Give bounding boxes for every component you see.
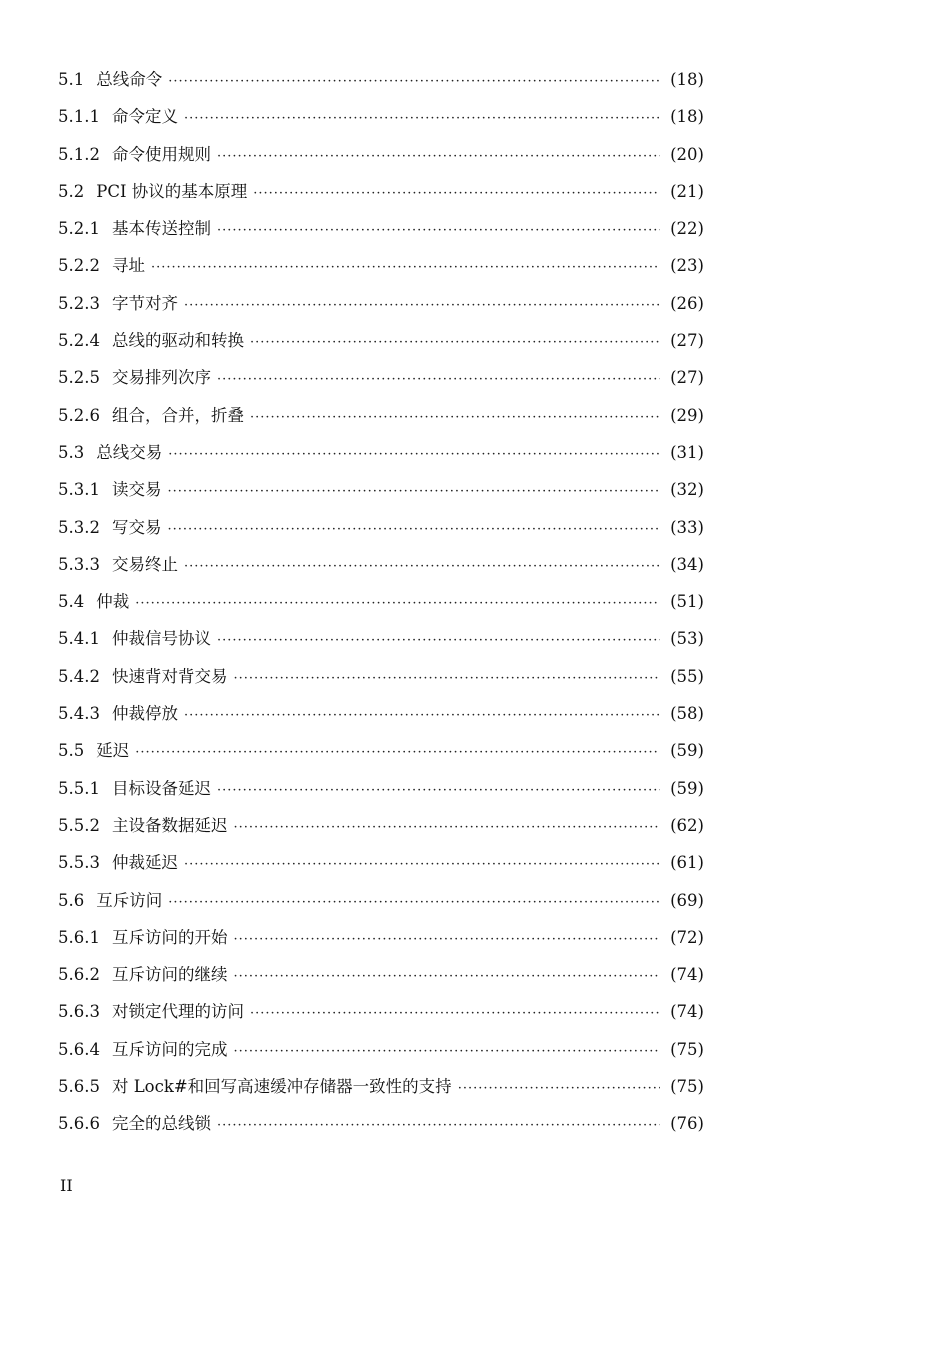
toc-entry bbox=[58, 737, 704, 774]
page-reference: (72) bbox=[670, 927, 704, 947]
section-number: 5.6.6 bbox=[58, 1114, 100, 1134]
section-number: 5.2.5 bbox=[58, 368, 100, 388]
section-title: 写交易 bbox=[111, 517, 162, 537]
section-title: 总线交易 bbox=[96, 442, 163, 462]
page-reference: (58) bbox=[670, 704, 704, 724]
section-number: 5.4.2 bbox=[58, 666, 100, 686]
toc-entry bbox=[58, 588, 704, 625]
section-title: 互斥访问的完成 bbox=[111, 1039, 228, 1059]
toc-entry bbox=[58, 514, 704, 551]
toc-entry bbox=[58, 178, 704, 215]
page-reference: (53) bbox=[670, 629, 704, 649]
leader-dots bbox=[168, 895, 660, 910]
section-title: 交易排列次序 bbox=[111, 368, 211, 388]
section-title: 延迟 bbox=[96, 741, 130, 761]
leader-dots bbox=[217, 223, 660, 238]
toc-entry bbox=[58, 551, 704, 588]
leader-dots bbox=[233, 820, 660, 835]
leader-dots bbox=[168, 74, 660, 89]
page-reference: (29) bbox=[670, 405, 704, 425]
leader-dots bbox=[151, 260, 660, 275]
page-reference: (20) bbox=[670, 144, 704, 164]
section-number: 5.1.2 bbox=[58, 144, 100, 164]
section-title: 交易终止 bbox=[111, 554, 178, 574]
page-reference: (75) bbox=[670, 1039, 704, 1059]
section-number: 5.3.1 bbox=[58, 480, 100, 500]
leader-dots bbox=[184, 111, 660, 126]
page-reference: (34) bbox=[670, 554, 704, 574]
leader-dots bbox=[250, 1006, 660, 1021]
section-title: 对锁定代理的访问 bbox=[111, 1002, 244, 1022]
section-number: 5.1 bbox=[58, 70, 85, 89]
leader-dots bbox=[135, 596, 660, 611]
section-title: 仲裁信号协议 bbox=[111, 629, 211, 649]
leader-dots bbox=[184, 298, 660, 313]
leader-dots bbox=[167, 484, 660, 499]
section-title: PCI 协议的基本原理 bbox=[96, 181, 248, 201]
toc-entry bbox=[58, 103, 704, 140]
section-title: 仲裁 bbox=[96, 592, 130, 612]
leader-dots bbox=[253, 186, 660, 201]
page-reference: (23) bbox=[670, 256, 704, 276]
page-reference: (62) bbox=[670, 815, 704, 835]
section-number: 5.6.4 bbox=[58, 1039, 100, 1059]
toc-entry bbox=[58, 215, 704, 252]
table-of-contents bbox=[58, 66, 704, 1148]
leader-dots bbox=[184, 708, 660, 723]
leader-dots bbox=[217, 1118, 660, 1133]
toc-entry bbox=[58, 1036, 704, 1073]
section-title: 仲裁停放 bbox=[111, 704, 178, 724]
section-title: 仲裁延迟 bbox=[111, 853, 178, 873]
section-title: 总线命令 bbox=[96, 70, 163, 89]
leader-dots bbox=[168, 447, 660, 462]
toc-entry bbox=[58, 66, 704, 103]
page-reference: (61) bbox=[670, 853, 704, 873]
section-number: 5.5.1 bbox=[58, 778, 100, 798]
leader-dots bbox=[184, 559, 660, 574]
section-title: 寻址 bbox=[111, 256, 145, 276]
section-title: 主设备数据延迟 bbox=[111, 815, 228, 835]
section-number: 5.5.2 bbox=[58, 815, 100, 835]
toc-entry bbox=[58, 625, 704, 662]
section-title: 命令使用规则 bbox=[111, 144, 211, 164]
section-title: 快速背对背交易 bbox=[111, 666, 228, 686]
page-reference: (59) bbox=[670, 741, 704, 761]
toc-entry bbox=[58, 364, 704, 401]
section-number: 5.6 bbox=[58, 890, 85, 910]
leader-dots bbox=[217, 372, 660, 387]
section-number: 5.2.4 bbox=[58, 331, 100, 351]
page-reference: (69) bbox=[670, 890, 704, 910]
section-title: 互斥访问的开始 bbox=[111, 927, 228, 947]
leader-dots bbox=[250, 335, 660, 350]
page-reference: (59) bbox=[670, 778, 704, 798]
section-title: 对 Lock#和回写高速缓冲存储器一致性的支持 bbox=[111, 1077, 452, 1097]
toc-entry bbox=[58, 402, 704, 439]
toc-entry bbox=[58, 1110, 704, 1147]
section-number: 5.6.5 bbox=[58, 1077, 100, 1097]
leader-dots bbox=[458, 1081, 660, 1096]
page-reference: (31) bbox=[670, 442, 704, 462]
toc-entry bbox=[58, 1073, 704, 1110]
toc-entry bbox=[58, 998, 704, 1035]
page-reference: (26) bbox=[670, 293, 704, 313]
section-number: 5.5 bbox=[58, 741, 85, 761]
leader-dots bbox=[250, 410, 660, 425]
toc-entry bbox=[58, 439, 704, 476]
section-number: 5.3 bbox=[58, 442, 85, 462]
page-reference: (76) bbox=[670, 1114, 704, 1134]
page-reference: (51) bbox=[670, 592, 704, 612]
leader-dots bbox=[217, 149, 660, 164]
page-reference: (32) bbox=[670, 480, 704, 500]
section-number: 5.6.3 bbox=[58, 1002, 100, 1022]
section-number: 5.6.1 bbox=[58, 927, 100, 947]
toc-entry bbox=[58, 812, 704, 849]
toc-entry bbox=[58, 961, 704, 998]
section-number: 5.2.1 bbox=[58, 219, 100, 239]
section-title: 组合，合并，折叠 bbox=[111, 405, 244, 425]
section-number: 5.4.1 bbox=[58, 629, 100, 649]
section-number: 5.1.1 bbox=[58, 107, 100, 127]
section-number: 5.4.3 bbox=[58, 704, 100, 724]
toc-entry bbox=[58, 141, 704, 178]
leader-dots bbox=[233, 1044, 660, 1059]
leader-dots bbox=[233, 969, 660, 984]
section-title: 基本传送控制 bbox=[111, 219, 211, 239]
page-reference: (55) bbox=[670, 666, 704, 686]
leader-dots bbox=[135, 745, 660, 760]
page-reference: (22) bbox=[670, 219, 704, 239]
section-title: 字节对齐 bbox=[111, 293, 178, 313]
page-reference: (27) bbox=[670, 368, 704, 388]
section-number: 5.3.2 bbox=[58, 517, 100, 537]
toc-entry bbox=[58, 924, 704, 961]
section-number: 5.2 bbox=[58, 181, 85, 201]
leader-dots bbox=[217, 783, 660, 798]
toc-entry bbox=[58, 700, 704, 737]
page-reference: (33) bbox=[670, 517, 704, 537]
section-number: 5.6.2 bbox=[58, 965, 100, 985]
section-number: 5.2.3 bbox=[58, 293, 100, 313]
toc-entry bbox=[58, 663, 704, 700]
section-title: 互斥访问的继续 bbox=[111, 965, 228, 985]
toc-entry bbox=[58, 327, 704, 364]
toc-entry bbox=[58, 252, 704, 289]
page-reference: (75) bbox=[670, 1077, 704, 1097]
toc-entry bbox=[58, 476, 704, 513]
page-reference: (21) bbox=[670, 181, 704, 201]
page-reference: (74) bbox=[670, 965, 704, 985]
section-title: 目标设备延迟 bbox=[111, 778, 211, 798]
leader-dots bbox=[233, 671, 660, 686]
leader-dots bbox=[217, 633, 660, 648]
section-title: 互斥访问 bbox=[96, 890, 163, 910]
footer-page-number: II bbox=[60, 1176, 73, 1195]
leader-dots bbox=[233, 932, 660, 947]
toc-entry bbox=[58, 290, 704, 327]
section-title: 读交易 bbox=[111, 480, 162, 500]
section-title: 完全的总线锁 bbox=[111, 1114, 211, 1134]
page-reference: (18) bbox=[670, 70, 704, 89]
section-number: 5.2.6 bbox=[58, 405, 100, 425]
section-number: 5.3.3 bbox=[58, 554, 100, 574]
page-reference: (74) bbox=[670, 1002, 704, 1022]
toc-entry bbox=[58, 887, 704, 924]
leader-dots bbox=[167, 522, 660, 537]
toc-entry bbox=[58, 849, 704, 886]
leader-dots bbox=[184, 857, 660, 872]
page-reference: (27) bbox=[670, 331, 704, 351]
toc-entry bbox=[58, 775, 704, 812]
section-number: 5.4 bbox=[58, 592, 85, 612]
section-number: 5.2.2 bbox=[58, 256, 100, 276]
section-title: 总线的驱动和转换 bbox=[111, 331, 244, 351]
section-title: 命令定义 bbox=[111, 107, 178, 127]
page-reference: (18) bbox=[670, 107, 704, 127]
section-number: 5.5.3 bbox=[58, 853, 100, 873]
